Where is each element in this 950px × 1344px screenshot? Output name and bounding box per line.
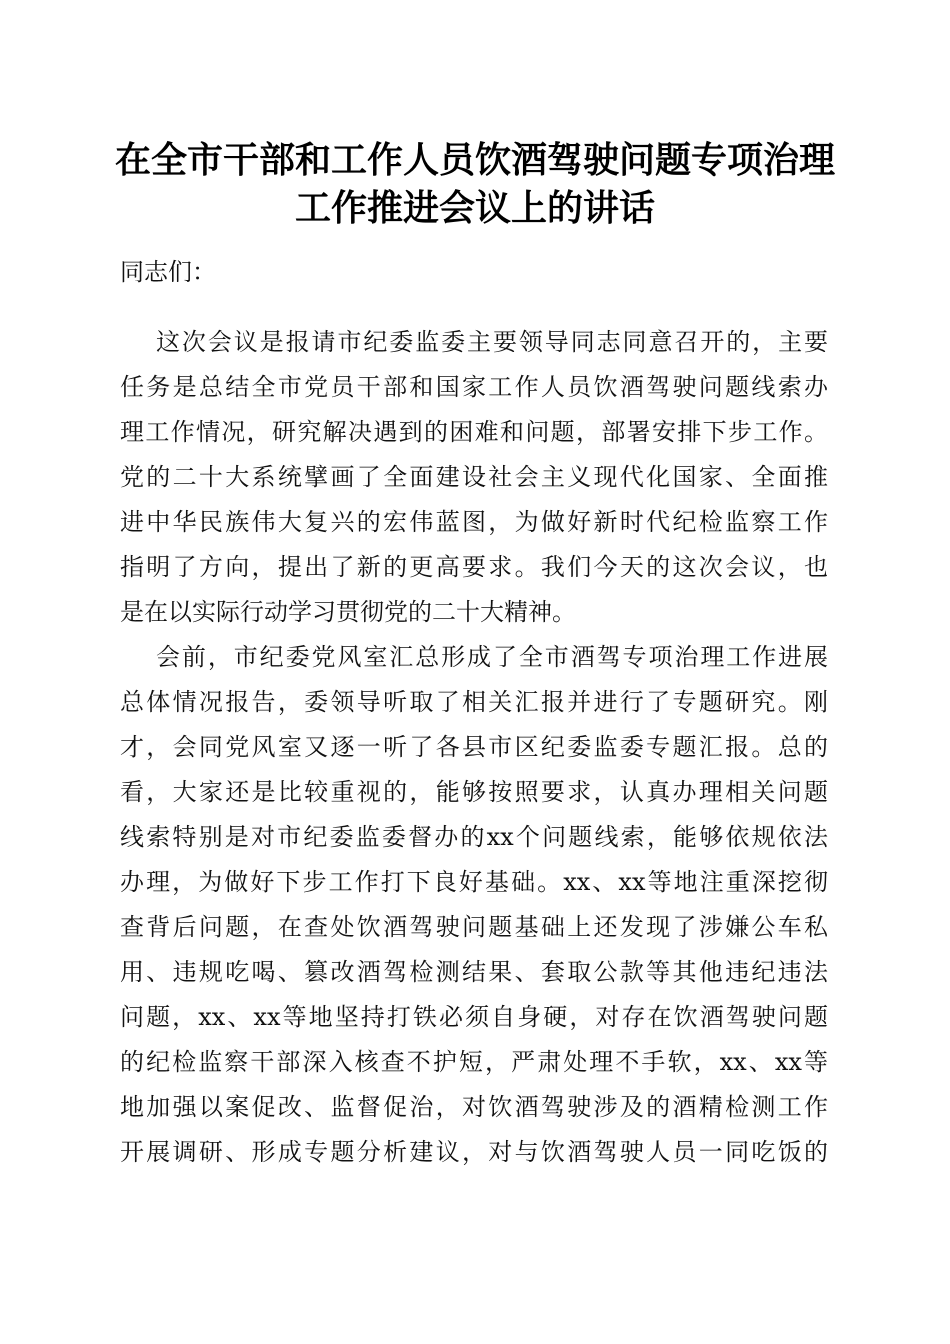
paragraph-1-line: 理工作情况，研究解决遇到的困难和问题，部署安排下步工作。 [120,418,828,446]
paragraph-2-line: 问题，xx、xx等地坚持打铁必须自身硬，对存在饮酒驾驶问题 [120,1003,828,1031]
paragraph-2-line: 才，会同党风室又逐一听了各县市区纪委监委专题汇报。总的 [120,733,828,761]
title-line-1: 在全市干部和工作人员饮酒驾驶问题专项治理 [114,139,835,181]
paragraph-2-line: 查背后问题，在查处饮酒驾驶问题基础上还发现了涉嫌公车私 [120,913,828,941]
paragraph-2-line: 的纪检监察干部深入核查不护短，严肃处理不手软，xx、xx等 [120,1048,828,1076]
paragraph-1-line: 党的二十大系统擘画了全面建设社会主义现代化国家、全面推 [120,463,828,491]
paragraph-2-line: 会前，市纪委党风室汇总形成了全市酒驾专项治理工作进展 [156,643,828,671]
paragraph-2-line: 总体情况报告，委领导听取了相关汇报并进行了专题研究。刚 [120,688,828,716]
paragraph-2-line: 地加强以案促改、监督促治，对饮酒驾驶涉及的酒精检测工作 [120,1093,828,1121]
paragraph-1-line: 任务是总结全市党员干部和国家工作人员饮酒驾驶问题线索办 [120,373,828,401]
salutation: 同志们： [120,258,216,286]
paragraph-1-line: 进中华民族伟大复兴的宏伟蓝图，为做好新时代纪检监察工作 [120,508,828,536]
paragraph-1-line: 指明了方向，提出了新的更高要求。我们今天的这次会议，也 [120,553,828,581]
paragraph-2-line: 线索特别是对市纪委监委督办的xx个问题线索，能够依规依法 [120,823,828,851]
paragraph-2-line: 看，大家还是比较重视的，能够按照要求，认真办理相关问题 [120,778,828,806]
title-line-2: 工作推进会议上的讲话 [294,187,655,229]
document-title [100,136,850,232]
paragraph-2-line: 用、违规吃喝、篡改酒驾检测结果、套取公款等其他违纪违法 [120,958,828,986]
paragraph-2-line: 办理，为做好下步工作打下良好基础。xx、xx等地注重深挖彻 [120,868,828,896]
paragraph-2-line: 开展调研、形成专题分析建议，对与饮酒驾驶人员一同吃饭的 [120,1138,828,1166]
paragraph-1-line: 这次会议是报请市纪委监委主要领导同志同意召开的，主要 [156,328,828,356]
paragraph-1-line: 是在以实际行动学习贯彻党的二十大精神。 [120,598,576,626]
